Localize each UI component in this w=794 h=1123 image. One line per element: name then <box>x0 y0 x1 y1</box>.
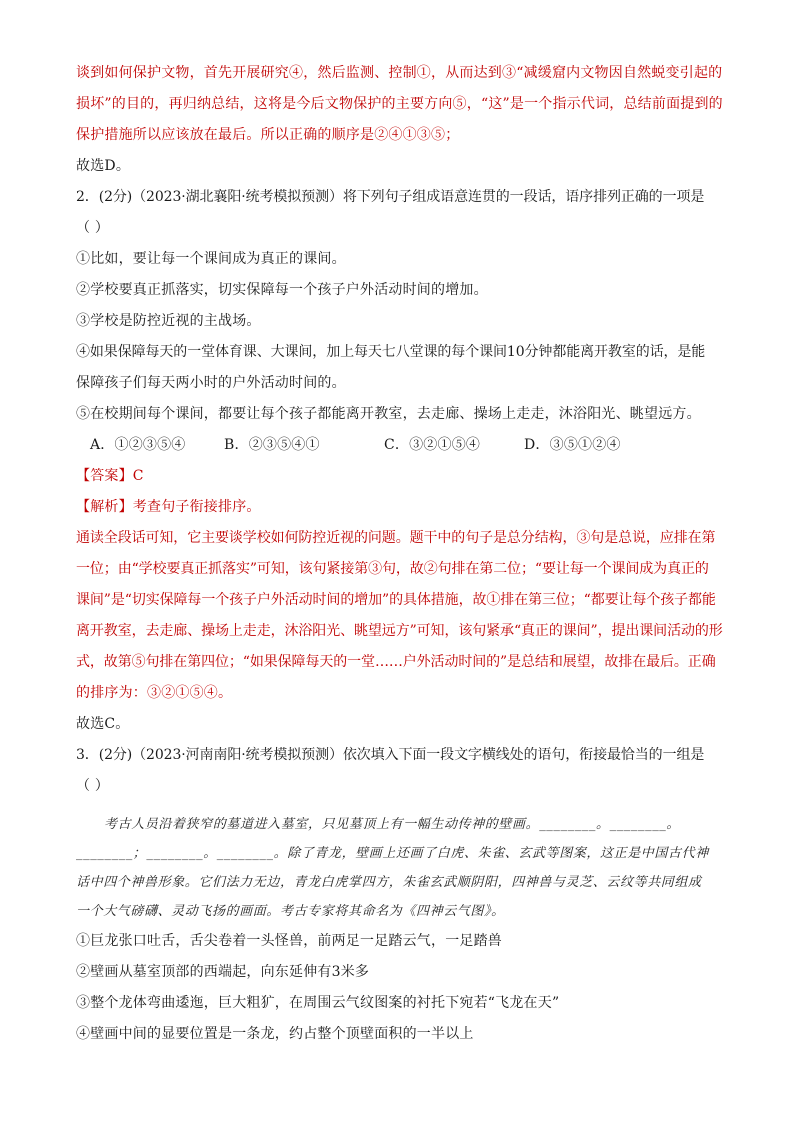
prev-explanation-line: 保护措施所以应该放在最后。所以正确的顺序是②④①③⑤； <box>76 127 460 143</box>
q2-analysis-line: 的排序为：③②①⑤④。 <box>76 685 233 701</box>
q2-stem: 2．(2分)（2023·湖北襄阳·统考模拟预测）将下列句子组成语意连贯的一段话，语序排列正确的一项是 <box>76 189 705 205</box>
q2-item: ④如果保障每天的一堂体育课、大课间，加上每天七八堂课的每个课间10分钟都能离开教室的话，是能 <box>76 344 706 360</box>
q2-conclusion: 故选C。 <box>76 716 130 732</box>
q3-passage-line: 一个大气磅礴、灵动飞扬的画面。考古专家将其命名为《四神云气图》。 <box>76 904 505 919</box>
q2-answer: 【答案】C <box>76 468 144 484</box>
q2-item: ⑤在校期间每个课间，都要让每个孩子都能离开教室，去走廊、操场上走走，沐浴阳光、眺望远方。 <box>76 406 701 422</box>
q3-item: ③整个龙体弯曲逶迤，巨大粗犷，在周围云气纹图案的衬托下宛若“飞龙在天” <box>76 995 560 1011</box>
prev-explanation-line: 谈到如何保护文物，首先开展研究④，然后监测、控制①，从而达到③“减缓窟内文物因自然蜕变引起的 <box>76 65 723 81</box>
option-c: C．③②①⑤④ <box>384 437 481 453</box>
prev-explanation-line: 损坏”的目的，再归纳总结，这将是今后文物保护的主要方向⑤，“这”是一个指示代词，总结前面提到的 <box>76 96 723 112</box>
q2-item: 保障孩子们每天两小时的户外活动时间的。 <box>76 375 346 391</box>
q2-item: ①比如，要让每一个课间成为真正的课间。 <box>76 251 346 267</box>
q3-passage-line: 考古人员沿着狭窄的墓道进入墓室，只见墓顶上有一幅生动传神的壁画。________。________。 <box>104 817 680 832</box>
q2-analysis-line: 式，故第⑤句排在第四位；“如果保障每天的一堂……户外活动时间的”是总结和展望，故排在最后。正确 <box>76 654 716 670</box>
q2-analysis-line: 离开教室，去走廊、操场上走走，沐浴阳光、眺望远方”可知，该句紧承“真正的课间”，提出课间活动的形 <box>76 623 723 639</box>
q3-passage-line: 话中四个神兽形象。它们法力无边，青龙白虎掌四方，朱雀玄武顺阴阳，四神兽与灵芝、云纹等共同组成 <box>76 875 702 890</box>
option-a: A．①②③⑤④ <box>90 437 186 453</box>
q2-analysis-line: 课间”是“切实保障每一个孩子户外活动时间的增加”的具体措施，故①排在第三位；“都要让每个孩子都能 <box>76 592 716 608</box>
q2-options <box>76 430 728 461</box>
analysis-label: 【解析】考查句子衔接排序。 <box>76 499 261 515</box>
q3-item: ①巨龙张口吐舌，舌尖卷着一头怪兽，前两足一足踏云气，一足踏兽 <box>76 933 502 949</box>
q2-analysis-line: 一位；由“学校要真正抓落实”可知，该句紧接第③句，故②句排在第二位；“要让每一个课间成为真正的 <box>76 561 709 577</box>
q2-answer-bracket: （ ） <box>76 220 110 236</box>
q3-passage-line: ________；________。________。除了青龙，壁画上还画了白虎、朱雀、玄武等图案，这正是中国古代神 <box>76 846 709 861</box>
q3-item: ④壁画中间的显要位置是一条龙，约占整个顶壁面积的一半以上 <box>76 1026 474 1042</box>
prev-conclusion: 故选D。 <box>76 158 131 174</box>
q3-stem: 3．(2分)（2023·河南南阳·统考模拟预测）依次填入下面一段文字横线处的语句，衔接最恰当的一组是 <box>76 747 705 763</box>
q2-analysis-title <box>76 492 728 523</box>
q2-analysis-line: 通读全段话可知，它主要谈学校如何防控近视的问题。题干中的句子是总分结构，③句是总说，应排在第 <box>76 530 716 546</box>
q3-answer-bracket: （ ） <box>76 778 110 794</box>
option-d: D．③⑤①②④ <box>524 437 621 453</box>
q2-item: ③学校是防控近视的主战场。 <box>76 313 261 329</box>
option-b: B．②③⑤④① <box>224 437 320 453</box>
document-content <box>76 58 728 1050</box>
q3-item: ②壁画从墓室顶部的西端起，向东延伸有3米多 <box>76 964 370 980</box>
q2-item: ②学校要真正抓落实，切实保障每一个孩子户外活动时间的增加。 <box>76 282 488 298</box>
